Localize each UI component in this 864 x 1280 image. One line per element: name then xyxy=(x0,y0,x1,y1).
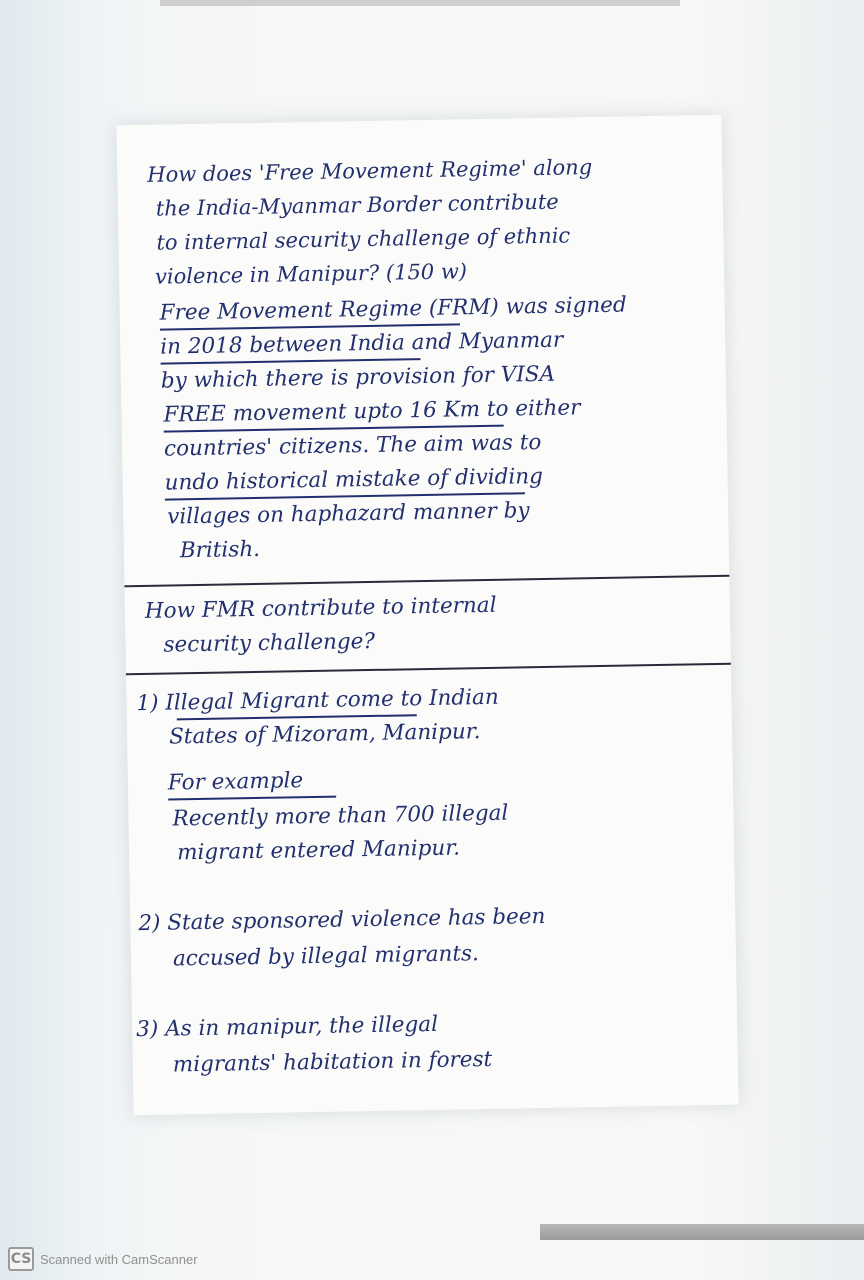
underline xyxy=(177,714,417,720)
intro-line: Free Movement Regime (FRM) was signed xyxy=(159,292,627,326)
example-line: migrant entered Manipur. xyxy=(176,835,461,866)
example-line: Recently more than 700 illegal xyxy=(172,800,509,832)
underline xyxy=(161,358,421,365)
paper-top-edge xyxy=(160,0,680,6)
intro-line: undo historical mistake of dividing xyxy=(164,463,544,496)
answer-sheet xyxy=(116,115,738,1115)
camscanner-watermark xyxy=(8,1246,198,1272)
question-line: violence in Manipur? (150 w) xyxy=(154,259,468,289)
point-3-line: migrants' habitation in forest xyxy=(172,1046,493,1078)
question-line: How does 'Free Movement Regime' along xyxy=(147,155,593,187)
question-line: the India-Myanmar Border contribute xyxy=(155,189,559,221)
section-heading: How FMR contribute to internal xyxy=(144,592,497,624)
intro-line: villages on haphazard manner by xyxy=(167,498,530,530)
point-3-line: 3) As in manipur, the illegal xyxy=(135,1011,439,1043)
section-heading: security challenge? xyxy=(163,628,376,658)
camscanner-logo: CS xyxy=(8,1247,34,1271)
intro-line: by which there is provision for VISA xyxy=(160,361,556,394)
intro-line: British. xyxy=(179,536,261,564)
section-divider-top xyxy=(124,575,729,588)
intro-line: countries' citizens. The aim was to xyxy=(163,429,542,462)
point-2-line: 2) State sponsored violence has been xyxy=(138,903,546,937)
question-line: to internal security challenge of ethnic xyxy=(156,223,571,255)
paper-bottom-edge xyxy=(540,1224,864,1240)
example-label: For example xyxy=(167,768,304,796)
underline xyxy=(168,796,336,801)
point-2-line: accused by illegal migrants. xyxy=(172,941,480,972)
intro-line: FREE movement upto 16 Km to either xyxy=(163,395,581,428)
point-1-line: States of Mizoram, Manipur. xyxy=(168,719,481,750)
intro-line: in 2018 between India and Myanmar xyxy=(160,327,564,360)
point-1-line: 1) Illegal Migrant come to Indian xyxy=(136,684,499,717)
watermark-text: Scanned with CamScanner xyxy=(40,1251,198,1267)
section-divider-bottom xyxy=(126,663,731,676)
